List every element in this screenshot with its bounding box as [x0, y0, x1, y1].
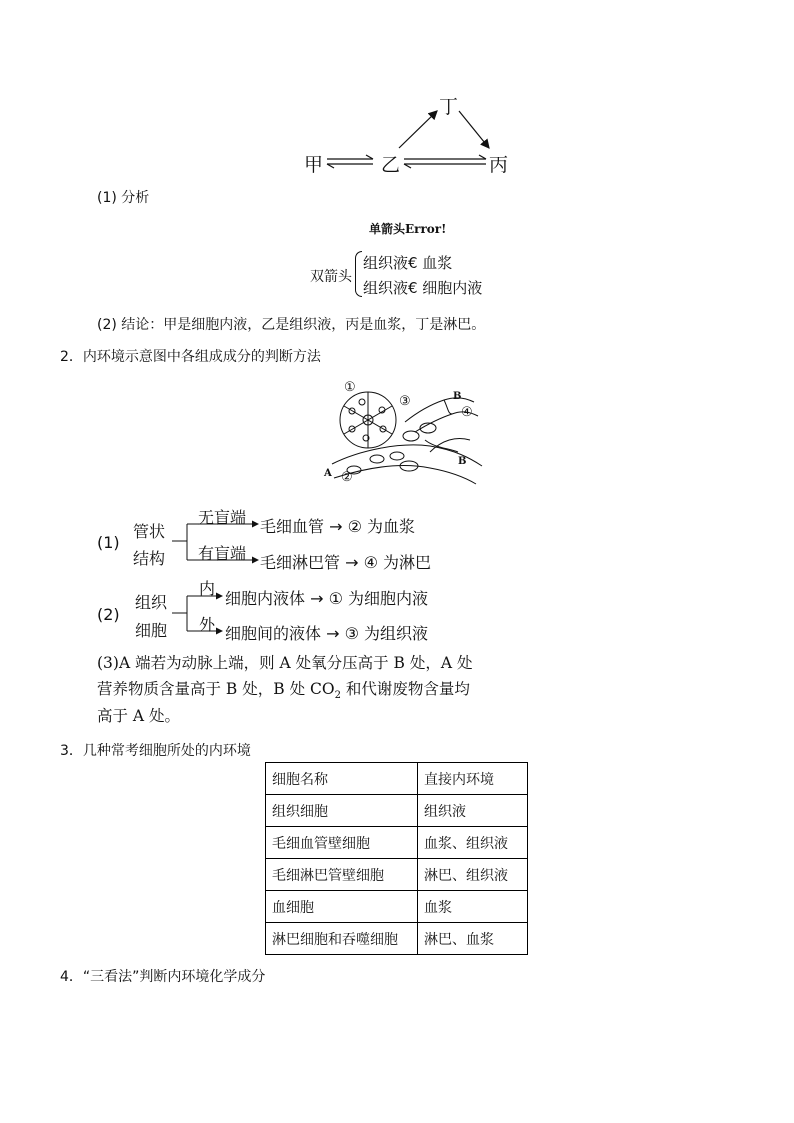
node-bing: 丙 — [489, 154, 509, 176]
label-b-bottom: B — [458, 456, 467, 467]
table-cell: 组织细胞 — [266, 795, 418, 827]
item2-branch1-label: 内 — [199, 579, 216, 598]
table-cell: 毛细血管壁细胞 — [266, 827, 418, 859]
section4-title: 4．“三看法”判断内环境化学成分 — [60, 969, 266, 985]
table-row — [266, 795, 528, 827]
item3-line2: 营养物质含量高于 B 处，B 处 $CO_2$ 和代谢废物含量均 — [97, 680, 470, 702]
label-4: ④ — [461, 405, 473, 420]
item1-category-line1: 管状 — [133, 522, 166, 541]
label-a: A — [324, 468, 332, 479]
table-cell: 淋巴细胞和吞噬细胞 — [266, 923, 418, 955]
item1-branch2-text: 毛细淋巴管 → ④ 为淋巴 — [260, 553, 432, 572]
table-row — [266, 891, 528, 923]
table-row — [266, 923, 528, 955]
table-cell: 毛细淋巴管壁细胞 — [266, 859, 418, 891]
item1-branch2-label: 有盲端 — [198, 544, 247, 563]
double-arrow-label: 双箭头 — [310, 269, 352, 285]
node-jia: 甲 — [304, 154, 324, 176]
section3-title: 3．几种常考细胞所处的内环境 — [60, 743, 251, 759]
item1-branch1-text: 毛细血管 → ② 为血浆 — [260, 517, 416, 536]
item1-number: (1) — [97, 533, 120, 552]
single-arrow-text: 单箭头Error! — [369, 222, 447, 236]
cell-environment-table — [265, 762, 528, 955]
node-yi: 乙 — [381, 154, 401, 176]
table-row — [266, 827, 528, 859]
node-ding: 丁 — [439, 96, 459, 118]
double-arrow-line1: 组织液€ 血浆 — [363, 254, 453, 272]
item2-branch2-text: 细胞间的液体 → ③ 为组织液 — [225, 624, 429, 643]
section2-title: 2．内环境示意图中各组成成分的判断方法 — [60, 349, 321, 365]
item2-category-line2: 细胞 — [135, 621, 168, 640]
table-row — [266, 859, 528, 891]
conclusion-text: (2) 结论：甲是细胞内液，乙是组织液，丙是血浆，丁是淋巴。 — [97, 317, 486, 333]
table-header-row — [266, 763, 528, 795]
table-cell: 血细胞 — [266, 891, 418, 923]
co2-subscript: 2 — [334, 690, 341, 702]
double-arrow-line2: 组织液€ 细胞内液 — [363, 279, 483, 297]
item3-line1: (3)A 端若为动脉上端，则 A 处氧分压高于 B 处，A 处 — [97, 654, 473, 672]
item3-line3: 高于 A 处。 — [97, 707, 181, 725]
table-cell: 淋巴、血浆 — [418, 923, 528, 955]
analysis-heading: (1) 分析 — [97, 190, 150, 206]
label-1: ① — [344, 380, 356, 395]
item2-category-line1: 组织 — [135, 593, 168, 612]
table-cell: 血浆、组织液 — [418, 827, 528, 859]
item2-branch1-text: 细胞内液体 → ① 为细胞内液 — [225, 589, 429, 608]
item1-branch1-label: 无盲端 — [198, 508, 247, 527]
item2-number: (2) — [97, 605, 120, 624]
table-cell: 组织液 — [418, 795, 528, 827]
label-3: ③ — [399, 394, 411, 409]
item2-branch2-label: 外 — [199, 615, 216, 634]
label-b-top: B — [453, 391, 462, 402]
table-header-cell: 细胞名称 — [266, 763, 418, 795]
table-cell: 淋巴、组织液 — [418, 859, 528, 891]
label-2: ② — [341, 470, 353, 485]
item1-category-line2: 结构 — [133, 549, 166, 568]
table-header-cell: 直接内环境 — [418, 763, 528, 795]
table-cell: 血浆 — [418, 891, 528, 923]
